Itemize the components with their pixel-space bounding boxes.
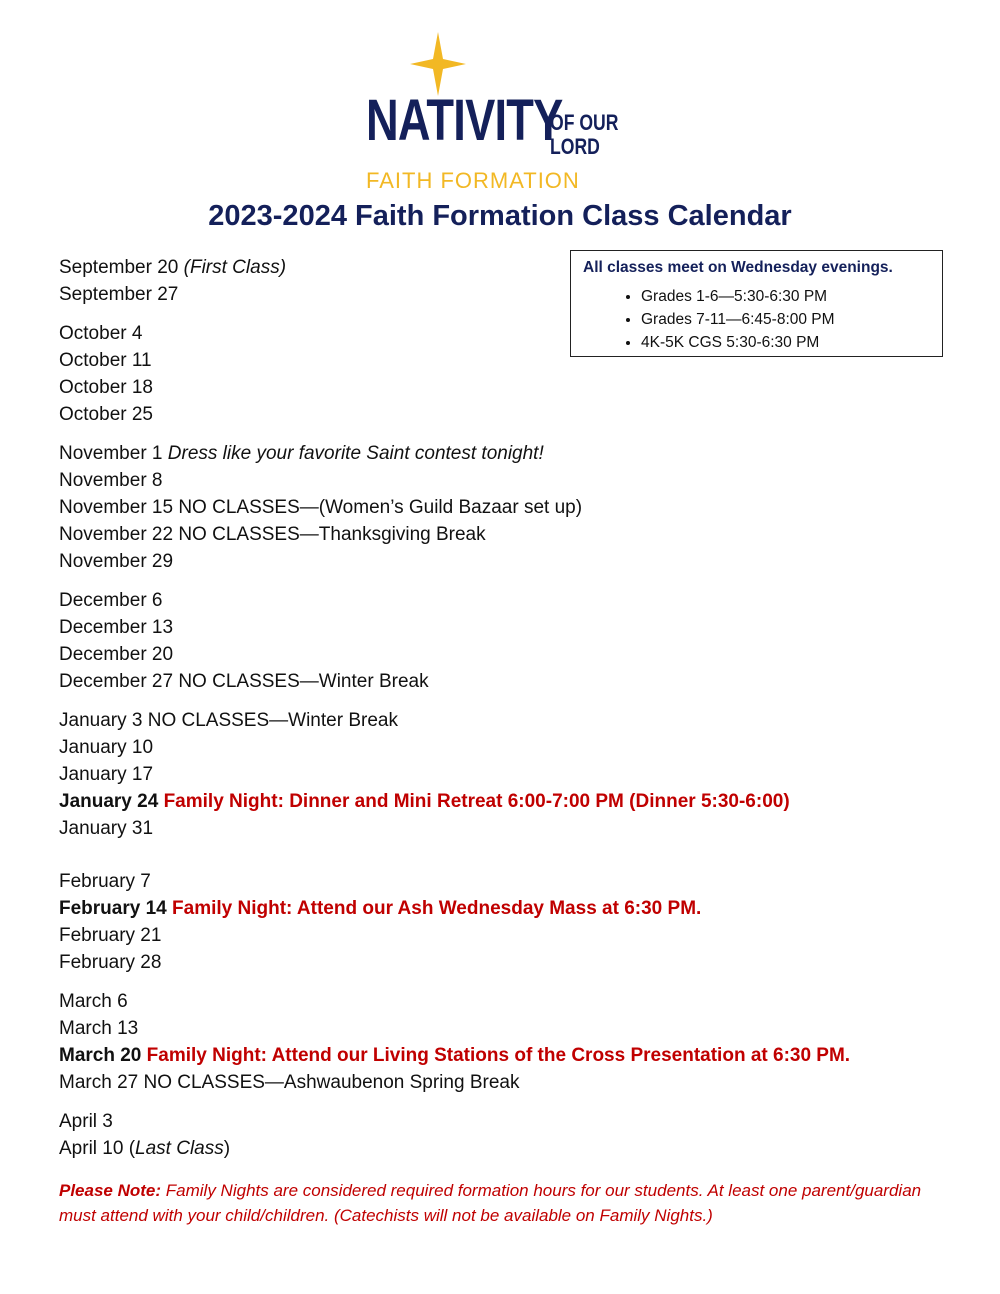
family-night-event: Family Night: Attend our Ash Wednesday Mass at 6:30 PM. <box>172 898 702 919</box>
logo-of-our: OF OUR <box>550 110 619 135</box>
schedule-item: • Grades 1-6—5:30-6:30 PM <box>641 285 930 308</box>
entry-date: November 1 <box>59 443 163 464</box>
calendar-entry: October 25 <box>59 404 153 425</box>
month-january <box>59 707 959 842</box>
calendar-entry <box>59 440 959 467</box>
calendar-entry: April 3 <box>59 1111 113 1132</box>
entry-date: April 10 ( <box>59 1138 136 1159</box>
entry-date: January 24 <box>59 791 159 812</box>
note-text: Family Nights are considered required formation hours for our students. At least one parent/guardian must attend with your child/children. (Catechists will not be available on Family Nights.) <box>59 1181 922 1225</box>
logo-subtitle: FAITH FORMATION <box>366 168 580 193</box>
calendar-entry <box>59 254 959 281</box>
parish-logo <box>360 32 640 194</box>
month-march <box>59 988 959 1096</box>
family-night-note <box>59 1178 939 1228</box>
calendar-entry <box>59 895 959 922</box>
schedule-item: • Grades 7-11—6:45-8:00 PM <box>641 308 930 331</box>
month-september <box>59 254 959 308</box>
entry-date: February 14 <box>59 898 167 919</box>
logo-name-secondary <box>550 112 618 160</box>
entry-note: Dress like your favorite Saint contest tonight! <box>167 443 544 464</box>
calendar-entry: March 6 <box>59 991 128 1012</box>
calendar-entry: December 27 NO CLASSES—Winter Break <box>59 671 429 692</box>
month-february <box>59 868 959 976</box>
calendar-entry: January 31 <box>59 818 154 839</box>
calendar-entry <box>59 1135 959 1162</box>
spacer <box>59 854 959 868</box>
family-night-event: Family Night: Dinner and Mini Retreat 6:00-7:00 PM (Dinner 5:30-6:00) <box>163 791 790 812</box>
entry-date: March 20 <box>59 1045 142 1066</box>
note-label: Please Note: <box>59 1181 162 1200</box>
class-calendar <box>59 254 959 1174</box>
entry-date-close: ) <box>223 1138 231 1159</box>
calendar-entry: March 13 <box>59 1018 139 1039</box>
calendar-entry: January 10 <box>59 737 154 758</box>
month-october <box>59 320 959 428</box>
calendar-entry: September 27 <box>59 284 179 305</box>
calendar-entry: November 15 NO CLASSES—(Women’s Guild Bazaar set up) <box>59 497 583 518</box>
page-title: 2023-2024 Faith Formation Class Calendar <box>208 200 792 232</box>
calendar-entry: November 22 NO CLASSES—Thanksgiving Break <box>59 524 486 545</box>
family-night-event: Family Night: Attend our Living Stations of the Cross Presentation at 6:30 PM. <box>146 1045 851 1066</box>
calendar-entry: November 8 <box>59 470 163 491</box>
calendar-entry: March 27 NO CLASSES—Ashwaubenon Spring Break <box>59 1072 520 1093</box>
calendar-entry: December 13 <box>59 617 174 638</box>
info-box-heading: All classes meet on Wednesday evenings. <box>583 259 893 276</box>
calendar-entry: December 20 <box>59 644 174 665</box>
calendar-entry: February 21 <box>59 925 162 946</box>
logo-lord: LORD <box>550 134 600 159</box>
calendar-entry: February 7 <box>59 871 151 892</box>
entry-note: (First Class) <box>183 257 287 278</box>
month-november <box>59 440 959 575</box>
calendar-entry: October 4 <box>59 323 143 344</box>
schedule-item: • 4K-5K CGS 5:30-6:30 PM <box>641 331 930 354</box>
calendar-entry: January 3 NO CLASSES—Winter Break <box>59 710 398 731</box>
calendar-entry <box>59 788 959 815</box>
entry-note: Last Class <box>135 1138 224 1159</box>
calendar-entry: December 6 <box>59 590 163 611</box>
logo-name-main: NATIVITY <box>366 88 563 153</box>
calendar-entry: October 11 <box>59 350 152 371</box>
calendar-entry: November 29 <box>59 551 174 572</box>
calendar-entry <box>59 1042 959 1069</box>
month-december <box>59 587 959 695</box>
calendar-entry: February 28 <box>59 952 162 973</box>
entry-date: September 20 <box>59 257 179 278</box>
calendar-entry: October 18 <box>59 377 153 398</box>
calendar-entry: January 17 <box>59 764 154 785</box>
month-april <box>59 1108 959 1162</box>
